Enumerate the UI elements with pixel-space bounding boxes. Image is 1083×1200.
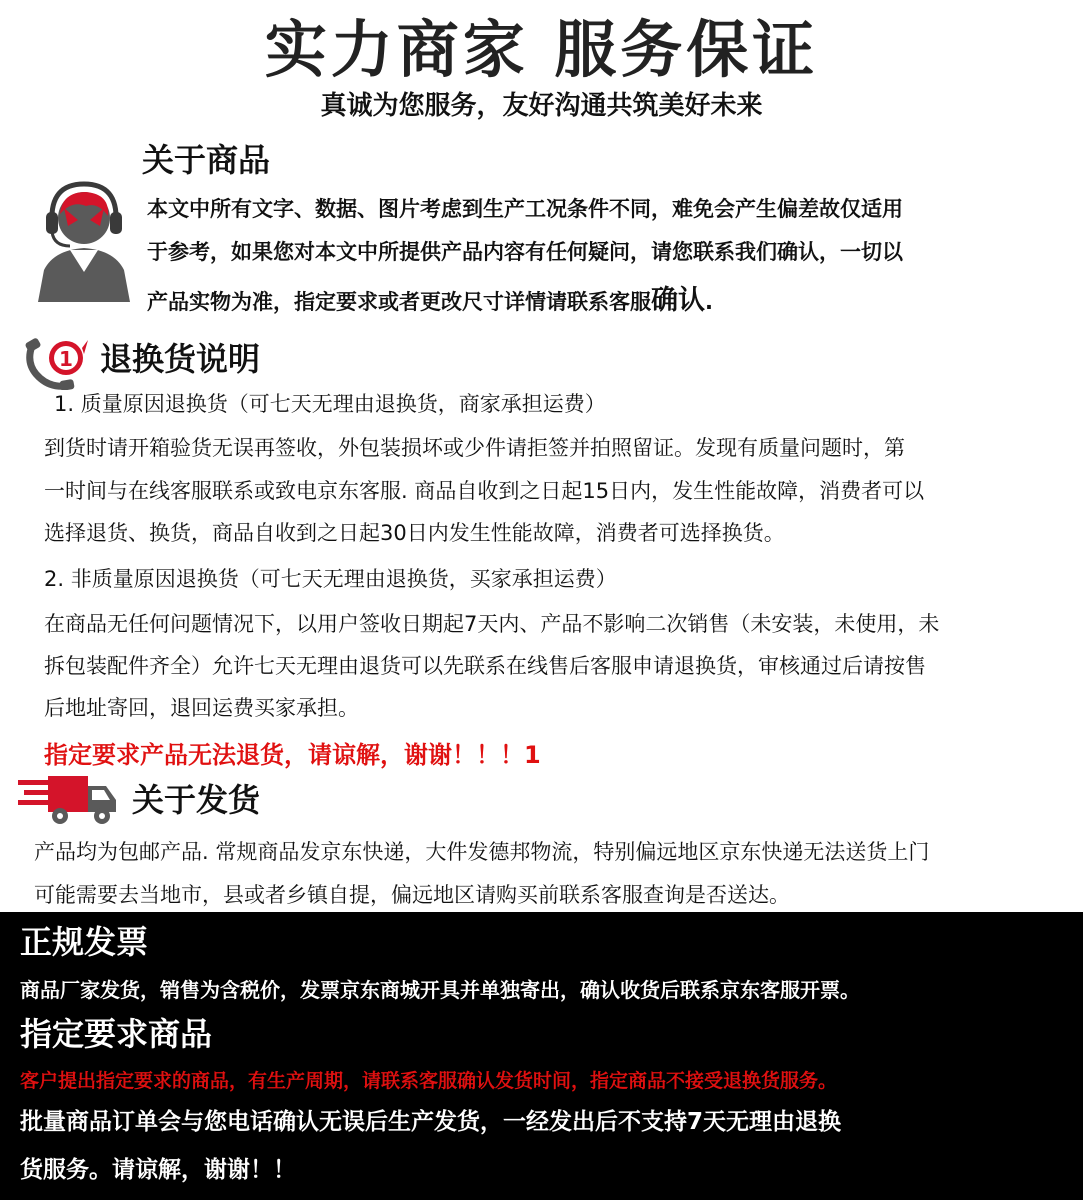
returns-heading: 退换货说明 <box>100 340 261 378</box>
shipping-heading: 关于发货 <box>132 781 261 819</box>
returns-item1-title: 1. 质量原因退换货（可七天无理由退换货，商家承担运费） <box>54 392 606 416</box>
returns-item1-line-2: 一时间与在线客服联系或致电京东客服. 商品自收到之日起15日内，发生性能故障，消费者可以 <box>44 479 925 503</box>
about-product-confirm-emph: 确认 <box>651 285 705 316</box>
shipping-line-2: 可能需要去当地市，县或者乡镇自提，偏远地区请购买前联系客服查询是否送达。 <box>34 883 790 907</box>
about-product-line-2: 于参考，如果您对本文中所提供产品内容有任何疑问，请您联系我们确认，一切以 <box>147 240 903 264</box>
svg-text:1: 1 <box>59 347 73 371</box>
returns-item2-line-1: 在商品无任何问题情况下，以用户签收日期起7天内、产品不影响二次销售（未安装，未使用，未 <box>44 612 940 636</box>
shipping-line-1: 产品均为包邮产品. 常规商品发京东快递，大件发德邦物流，特别偏远地区京东快递无法送货上门 <box>34 840 930 864</box>
customer-service-icon <box>34 178 134 302</box>
about-product-heading: 关于商品 <box>142 141 271 179</box>
custom-line-1: 批量商品订单会与您电话确认无误后生产发货，一经发出后不支持7天无理由退换 <box>20 1109 842 1135</box>
returns-item2-line-2: 拆包装配件齐全）允许七天无理由退货可以先联系在线售后客服申请退换货，审核通过后请按售 <box>44 654 926 678</box>
returns-item2-line-3: 后地址寄回，退回运费买家承担。 <box>44 696 359 720</box>
about-product-line-1: 本文中所有文字、数据、图片考虑到生产工况条件不同，难免会产生偏差故仅适用 <box>147 197 903 221</box>
about-product-line-3 <box>147 278 713 317</box>
phone-return-icon <box>24 336 90 390</box>
delivery-truck-icon <box>18 774 118 826</box>
returns-warning: 指定要求产品无法退货，请谅解，谢谢！！！1 <box>44 741 541 769</box>
invoice-heading: 正规发票 <box>20 923 149 961</box>
custom-heading: 指定要求商品 <box>20 1015 213 1053</box>
about-product-line-3-suffix: . <box>705 290 713 314</box>
returns-item1-line-1: 到货时请开箱验货无误再签收，外包装损坏或少件请拒签并拍照留证。发现有质量问题时，第 <box>44 436 905 460</box>
page-title: 实力商家 服务保证 <box>264 13 819 86</box>
page-subtitle: 真诚为您服务，友好沟通共筑美好未来 <box>320 91 763 121</box>
custom-red-text: 客户提出指定要求的商品，有生产周期，请联系客服确认发货时间，指定商品不接受退换货服务。 <box>20 1070 838 1092</box>
invoice-text: 商品厂家发货，销售为含税价，发票京东商城开具并单独寄出，确认收货后联系京东客服开票。 <box>20 978 860 1002</box>
about-product-line-3-text: 产品实物为准，指定要求或者更改尺寸详情请联系客服 <box>147 290 651 314</box>
returns-item2-title: 2. 非质量原因退换货（可七天无理由退换货，买家承担运费） <box>44 567 617 591</box>
custom-line-2: 货服务。请谅解，谢谢！！ <box>20 1157 296 1183</box>
returns-item1-line-3: 选择退货、换货，商品自收到之日起30日内发生性能故障，消费者可选择换货。 <box>44 521 785 545</box>
